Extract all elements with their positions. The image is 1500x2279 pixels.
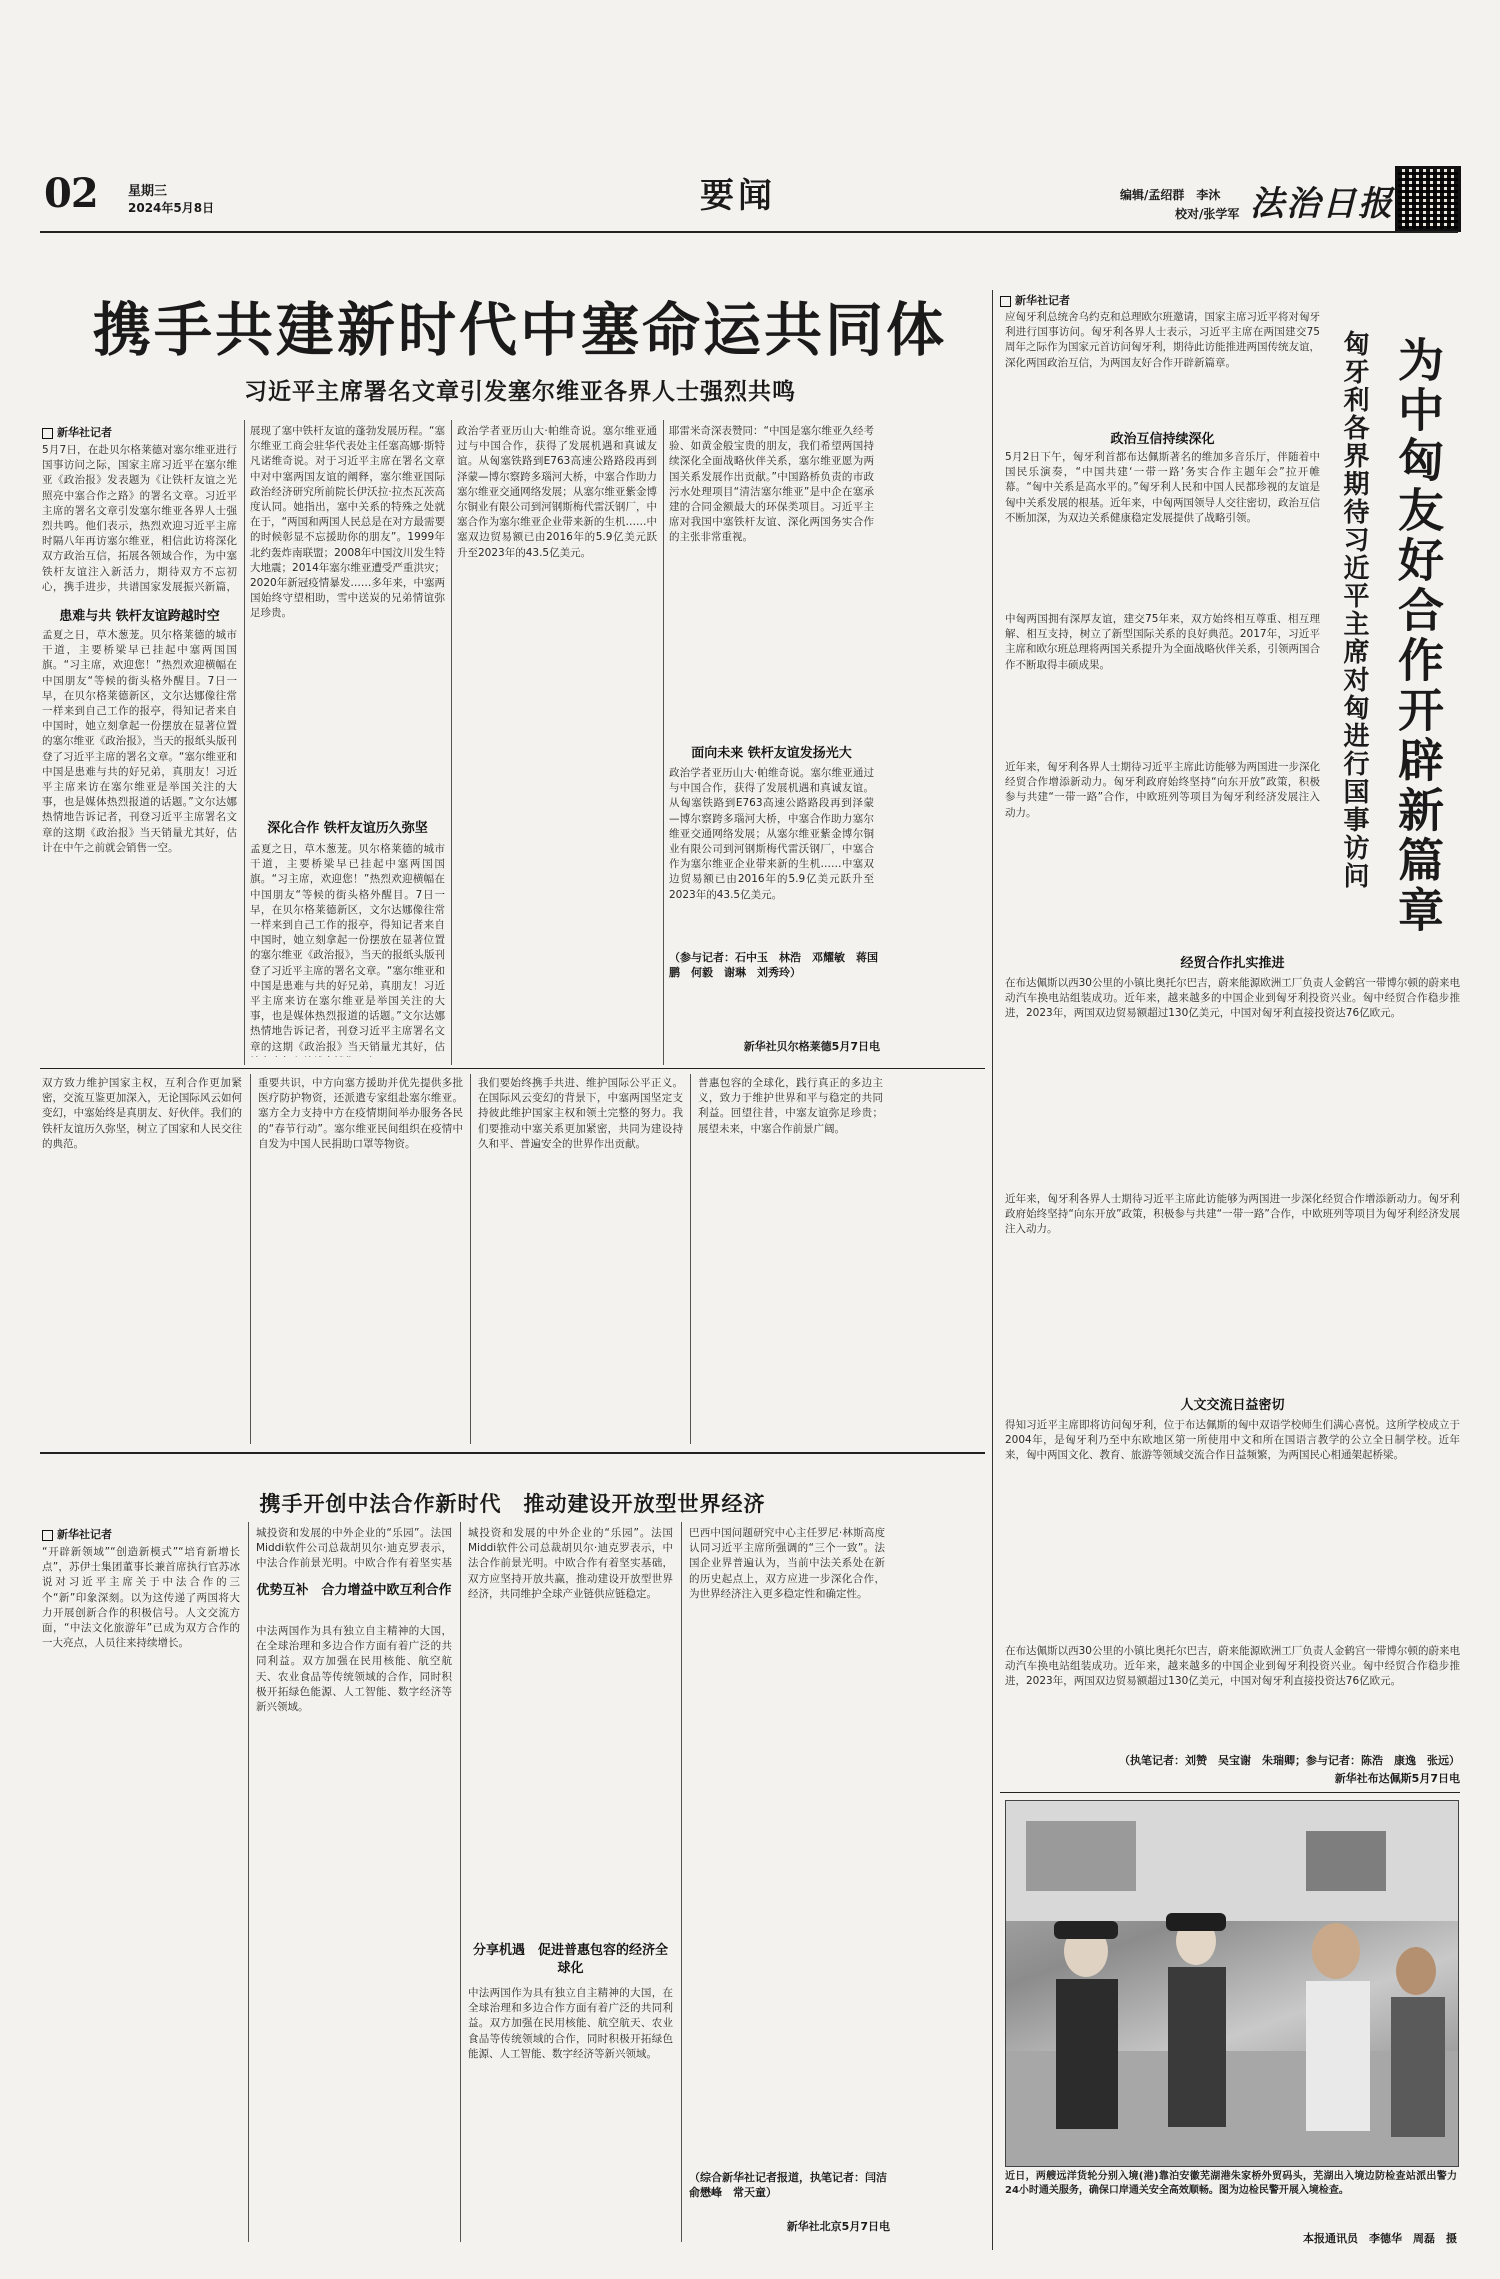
second-col-2a: 城投资和发展的中外企业的“乐园”。法国Middi软件公司总裁胡贝尔·迪克罗表示，中法合作前景光明。中欧合作有着坚实基 <box>256 1527 452 1570</box>
main-col-2-text: 展现了塞中铁杆友谊的蓬勃发展历程。“塞尔维亚工商会驻华代表处主任塞高娜·斯特凡诺维奇说。对于习近平主席在署名文章中对中塞两国友谊的阐释，塞尔维亚国际政治经济研究所前院长伊沃拉·拉杰瓦茨高度认同。她指出，塞中关系的特殊之处就在于，“两国和两国人民总是在对方最需要的时候彰显不忘援助你的朋友”。1999年北约轰炸南联盟；2008年中国汶川发生特大地震；2014年塞尔维亚遭受严重洪灾；2020年新冠疫情暴发……多年来，中塞两国始终守望相助，雪中送炭的兄弟情谊弥足珍贵。 <box>250 425 445 620</box>
byline-marker-icon <box>1000 296 1011 307</box>
side-subhead-2: 经贸合作扎实推进 <box>1180 956 1285 971</box>
side-para-6: 在布达佩斯以西30公里的小镇比奥托尔巴吉，蔚来能源欧洲工厂负责人金鹤宫一带博尔顿的蔚来电动汽车换电站组装成功。近年来，越来越多的中国企业到匈牙利投资兴业。匈中经贸合作稳步推进，2023年，两国双边贸易额超过130亿美元，中国对匈牙利直接投资达76亿欧元。 <box>1005 1645 1460 1688</box>
main-col-4b-text: 政治学者亚历山大·帕维奇说。塞尔维亚通过与中国合作，获得了发展机遇和真诚友谊。从匈塞铁路到E763高速公路路段再到泽蒙—博尔察跨多瑙河大桥，中塞合作助力塞尔维亚交通网络发展；从塞尔维亚紫金博尔铜业有限公司到河钢斯梅代雷沃钢厂，中塞合作为塞尔维亚企业带来新的生机……中塞双边贸易额已由2016年的5.9亿美元跃升至2023年的43.5亿美元。 <box>669 767 874 901</box>
side-vertical-headline: 为中匈友好合作开辟新篇章 <box>1391 336 1445 936</box>
photo-top-rule <box>1000 1792 1460 1793</box>
side-para-5: 得知习近平主席即将访问匈牙利，位于布达佩斯的匈中双语学校师生们满心喜悦。这所学校成立于2004年，是匈牙利乃至中东欧地区第一所使用中文和所在国语言教学的公立全日制学校。近年来，匈中两国文化、教育、旅游等领域交流合作日益频繁，为两国民心相通架起桥梁。 <box>1005 1419 1460 1462</box>
side-vertical-subtitle: 匈牙利各界期待习近平主席对匈进行国事访问 <box>1339 330 1369 890</box>
main-col-4-text: 耶雷米奇深表赞同：“中国是塞尔维亚久经考验、如黄金般宝贵的朋友，我们希望两国持续深化全面战略伙伴关系，塞尔维亚愿为两国关系发展作出贡献。”中国路桥负责的市政污水处理项目“清洁塞尔维亚”是中企在塞承建的合同金额最大的环保类项目。习近平主席对我国中塞铁杆友谊、深化两国务实合作的主张非常重视。 <box>669 425 874 544</box>
column-divider <box>663 420 664 1065</box>
main-subtitle: 习近平主席署名文章引发塞尔维亚各界人士强烈共鸣 <box>244 379 796 405</box>
side-credit: （执笔记者：刘赞 吴宝谢 朱瑞卿；参与记者：陈浩 康逸 张远） <box>1119 1754 1460 1767</box>
main-col-2b-text: 孟夏之日，草木葱茏。贝尔格莱德的城市干道，主要桥梁早已挂起中塞两国国旗。“习主席，欢迎您！”热烈欢迎横幅在中国朋友“等候的街头格外醒目。7日一早，在贝尔格莱德新区，文尔达娜像往常一样来到自己工作的报亭，得知记者来自中国时，她立刻拿起一份摆放在显著位置的塞尔维亚《政治报》，当天的报纸头版刊登了习近平主席的署名文章。“塞尔维亚和中国是患难与共的好兄弟，真朋友！习近平主席来访在塞尔维亚是举国关注的大事，也是媒体热烈报道的话题。”文尔达娜热情地告诉记者，刊登习近平主席署名文章的这期《政治报》当天销量尤其好，估 <box>250 843 445 1053</box>
section-divider <box>992 290 993 2250</box>
second-byline: 新华社记者 <box>42 1526 112 1542</box>
qr-code-icon <box>1395 166 1461 232</box>
header-rule <box>40 231 1458 233</box>
second-col-4: 巴西中国问题研究中心主任罗尼·林斯高度认同习近平主席所强调的“三个一致”。法国企业界普遍认为，当前中法关系处在新的历史起点上，双方应进一步深化合作，为世界经济注入更多稳定性和确定性。 <box>689 1527 885 1600</box>
section-title: 要闻 <box>700 176 776 216</box>
editors-line-1: 编辑/孟绍群 李沐 <box>1120 188 1221 202</box>
second-col-3a: 城投资和发展的中外企业的“乐园”。法国Middi软件公司总裁胡贝尔·迪克罗表示，中法合作前景光明。中欧合作有着坚实基础，双方应坚持开放共赢，推动建设开放型世界经济，共同维护全球产业链供应链稳定。 <box>468 1527 673 1600</box>
second-subhead-2: 分享机遇 促进普惠包容的经济全球化 <box>472 1943 668 1976</box>
second-col-1: “开辟新领域”“创造新模式”“培育新增长点”，苏伊士集团董事长兼首席执行官苏冰说对习近平主席关于中法合作的三个“新”印象深刻。以为这传递了两国将大力开展创新合作的积极信号。人文交流方面，“中法文化旅游年”已成为双方合作的一大亮点，人员往来持续增长。 <box>42 1546 240 1650</box>
column-divider <box>244 420 245 1065</box>
editors-line-2: 校对/张学军 <box>1175 207 1240 221</box>
photo-illustration <box>1006 1801 1458 2166</box>
header-weekday: 星期三 <box>128 184 168 199</box>
side-subhead-3: 人文交流日益密切 <box>1180 1398 1285 1413</box>
column-divider <box>248 1522 249 2242</box>
main-subhead-1: 患难与共 铁杆友谊跨越时空 <box>59 609 220 624</box>
column-divider <box>460 1522 461 2242</box>
main-col-1-text: 5月7日，在赴贝尔格莱德对塞尔维亚进行国事访问之际，国家主席习近平在塞尔维亚《政治报》发表题为《让铁杆友谊之光照亮中塞合作之路》的署名文章。习近平主席的署名文章引发塞尔维亚各界人士强烈共鸣。他们表示，热烈欢迎习近平主席时隔八年再访塞尔维亚，相信此访将深化双方政治互信，拓展各领域合作，为中塞铁杆友谊注入新活力，期待双方不忘初心，携手进步，共谱国家发展振兴新篇， <box>42 444 237 593</box>
side-subhead-1: 政治互信持续深化 <box>1110 432 1215 447</box>
second-col-2b: 中法两国作为具有独立自主精神的大国，在全球治理和多边合作方面有着广泛的共同利益。双方加强在民用核能、航空航天、农业食品等传统领域的合作，同时积极开拓绿色能源、人工智能、数字经济等新兴领域。 <box>256 1625 452 1714</box>
main-col-3-text: 政治学者亚历山大·帕维奇说。塞尔维亚通过与中国合作，获得了发展机遇和真诚友谊。从匈塞铁路到E763高速公路路段再到泽蒙—博尔察跨多瑙河大桥，中塞合作助力塞尔维亚交通网络发展；从塞尔维亚紫金博尔铜业有限公司到河钢斯梅代雷沃钢厂，中塞合作为塞尔维亚企业带来新的生机……中塞双边贸易额已由2016年的5.9亿美元跃升至2023年的43.5亿美元。 <box>457 425 657 559</box>
main-lower-col-2: 重要共识，中方向塞方援助并优先提供多批医疗防护物资，还派遣专家组赴塞尔维亚。塞方全力支持中方在疫情期间举办服务各民的“春节行动”。塞尔维亚民间组织在疫情中自发为中国人民捐助口罩等物资。 <box>258 1077 463 1150</box>
second-headline: 携手开创中法合作新时代 推动建设开放型世界经济 <box>259 1491 766 1516</box>
byline-marker-icon <box>42 428 53 439</box>
column-divider <box>681 1522 682 2242</box>
main-col-1b-text: 孟夏之日，草木葱茏。贝尔格莱德的城市干道，主要桥梁早已挂起中塞两国国旗。“习主席，欢迎您！”热烈欢迎横幅在中国朋友“等候的街头格外醒目。7日一早，在贝尔格莱德新区，文尔达娜像往常一样来到自己工作的报亭，得知记者来自中国时，她立刻拿起一份摆放在显著位置的塞尔维亚《政治报》，当天的报纸头版刊登了习近平主席的署名文章。“塞尔维亚和中国是患难与共的好兄弟，真朋友！习近平主席来访在塞尔维亚是举国关注的大事，也是媒体热烈报道的话题。”文尔达娜热情地告诉记者，刊登习近平主席署名文章的这期《政治报》当天销量尤其好，估计在中午之前就会销售一空。 <box>42 629 237 854</box>
column-divider <box>470 1074 471 1444</box>
main-lower-col-1: 双方致力维护国家主权，互利合作更加紧密，交流互鉴更加深入，无论国际风云如何变幻，中塞始终是真朋友、好伙伴。我们的铁杆友谊历久弥坚，树立了国家和人民交往的典范。 <box>42 1077 242 1150</box>
side-para-1: 5月2日下午，匈牙利首都布达佩斯著名的维加多音乐厅，伴随着中国民乐演奏，“中国共建‘一带一路’务实合作主题年会”拉开帷幕。“匈中关系是高水平的。”匈牙利人民和中国人民都珍视的友谊是匈中关系发展的根基。近年来，中匈两国领导人交往密切，政治互信不断加深，为双边关系健康稳定发展提供了战略引领。 <box>1005 451 1320 524</box>
side-para-2: 中匈两国拥有深厚友谊，建交75年来，双方始终相互尊重、相互理解、相互支持，树立了新型国际关系的良好典范。2017年，习近平主席和欧尔班总理将两国关系提升为全面战略伙伴关系，引领两国合作不断取得丰硕成果。 <box>1005 613 1320 671</box>
border-inspection-photo <box>1005 1800 1459 2167</box>
byline-marker-icon <box>42 1530 53 1541</box>
side-para-4: 近年来，匈牙利各界人士期待习近平主席此访能够为两国进一步深化经贸合作增添新动力。匈牙利政府始终坚持“向东开放”政策，积极参与共建“一带一路”合作，中欧班列等项目为匈牙利经济发展注入动力。 <box>1005 1193 1460 1236</box>
masthead-logo: 法治日报 <box>1250 184 1394 224</box>
side-dateline: 新华社布达佩斯5月7日电 <box>1334 1772 1460 1785</box>
main-credit: （参与记者：石中玉 林浩 邓耀敏 蒋国鹏 何毅 谢琳 刘秀玲） <box>669 951 878 979</box>
main-mid-rule <box>40 1068 985 1069</box>
second-dateline: 新华社北京5月7日电 <box>786 2220 890 2233</box>
main-lower-col-3: 我们要始终携手共进、维护国际公平正义。在国际风云变幻的背景下，中塞两国坚定支持彼此维护国家主权和领土完整的努力。我们要推动中塞关系更加紧密，共同为建设持久和平、普遍安全的世界作出贡献。 <box>478 1077 683 1150</box>
header-date: 2024年5月8日 <box>128 201 215 215</box>
main-subhead-2: 深化合作 铁杆友谊历久弥坚 <box>267 821 428 836</box>
side-intro: 应匈牙利总统舍乌约克和总理欧尔班邀请，国家主席习近平将对匈牙利进行国事访问。匈牙利各界人士表示，习近平主席在两国建交75周年之际作为国家元首访问匈牙利，期待此访能推进两国传统友谊，深化两国政治互信，为两国友好合作开辟新篇章。 <box>1005 311 1320 369</box>
second-col-3b: 中法两国作为具有独立自主精神的大国，在全球治理和多边合作方面有着广泛的共同利益。双方加强在民用核能、航空航天、农业食品等传统领域的合作，同时积极开拓绿色能源、人工智能、数字经济等新兴领域。 <box>468 1987 673 2060</box>
side-para-2b: 近年来，匈牙利各界人士期待习近平主席此访能够为两国进一步深化经贸合作增添新动力。匈牙利政府始终坚持“向东开放”政策，积极参与共建“一带一路”合作，中欧班列等项目为匈牙利经济发展注入动力。 <box>1005 761 1320 819</box>
main-subhead-3: 面向未来 铁杆友谊发扬光大 <box>691 746 852 761</box>
side-byline: 新华社记者 <box>1000 292 1070 308</box>
column-divider <box>250 1074 251 1444</box>
side-para-3: 在布达佩斯以西30公里的小镇比奥托尔巴吉，蔚来能源欧洲工厂负责人金鹤宫一带博尔顿的蔚来电动汽车换电站组装成功。近年来，越来越多的中国企业到匈牙利投资兴业。匈中经贸合作稳步推进，2023年，两国双边贸易额超过130亿美元，中国对匈牙利直接投资达76亿欧元。 <box>1005 977 1460 1020</box>
column-divider <box>690 1074 691 1444</box>
main-dateline: 新华社贝尔格莱德5月7日电 <box>743 1040 880 1053</box>
main-headline: 携手共建新时代中塞命运共同体 <box>92 296 947 364</box>
photo-caption: 近日，两艘远洋货轮分别入境(港)靠泊安徽芜湖港朱家桥外贸码头，芜湖出入境边防检查站派出警力24小时通关服务，确保口岸通关安全高效顺畅。图为边检民警开展入境检查。 <box>1005 2171 1457 2196</box>
page-number: 02 <box>44 170 98 217</box>
second-subhead-1: 优势互补 合力增益中欧互利合作 <box>256 1583 452 1598</box>
second-credit: （综合新华社记者报道，执笔记者：闫洁 俞懋峰 常天童） <box>689 2171 898 2199</box>
main-byline: 新华社记者 <box>42 424 112 440</box>
photo-credit: 本报通讯员 李德华 周磊 摄 <box>1303 2232 1457 2245</box>
second-story-top-rule <box>40 1452 985 1454</box>
column-divider <box>451 420 452 1065</box>
main-lower-col-4: 普惠包容的全球化，践行真正的多边主义，致力于维护世界和平与稳定的共同利益。回望往昔，中塞友谊弥足珍贵；展望未来，中塞合作前景广阔。 <box>698 1077 883 1135</box>
